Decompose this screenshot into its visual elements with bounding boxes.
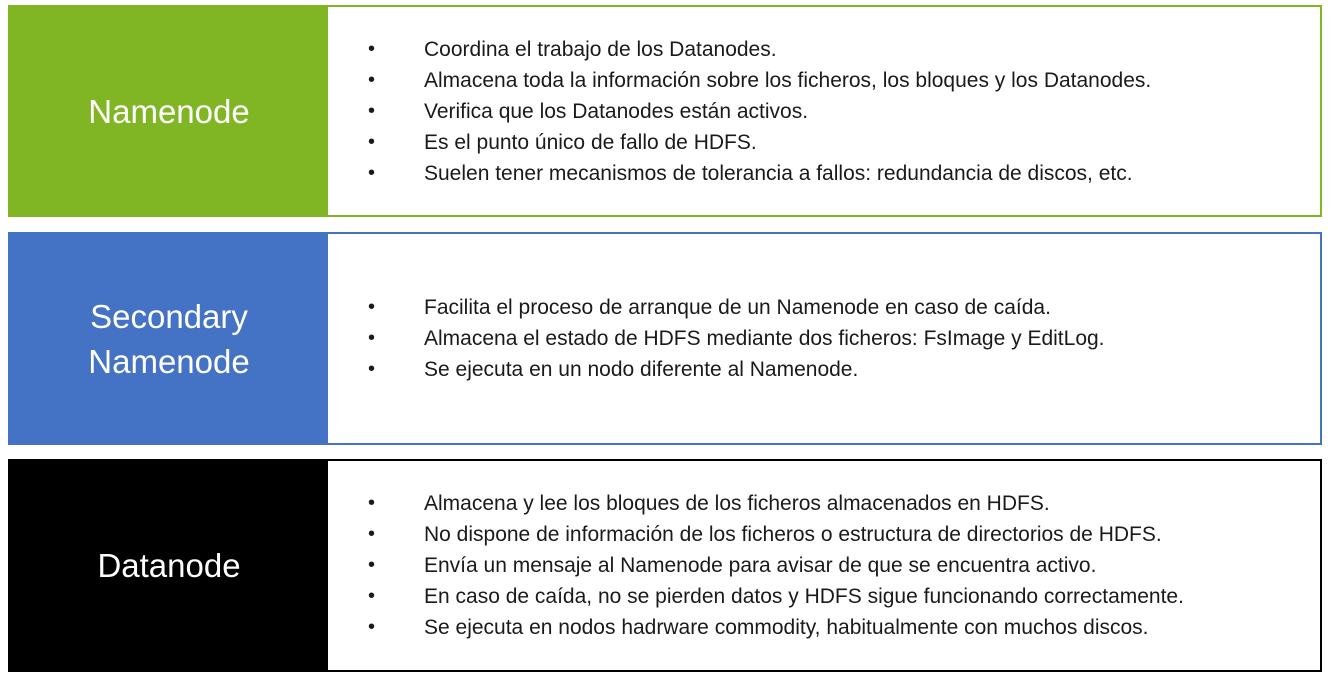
datanode-row [8, 459, 1322, 672]
namenode-description [328, 7, 1320, 215]
bullet-item: • Envía un mensaje al Namenode para avisar de que se encuentra activo. [356, 550, 1184, 581]
secondary-namenode-bullet-list [356, 292, 1105, 385]
datanode-bullet-list [356, 488, 1184, 643]
datanode-description [328, 461, 1320, 670]
namenode-bullet-list [356, 34, 1151, 189]
bullet-item: • Coordina el trabajo de los Datanodes. [356, 34, 1151, 65]
secondary-namenode-row [8, 232, 1322, 445]
namenode-row [8, 5, 1322, 217]
bullet-item: • Almacena toda la información sobre los ficheros, los bloques y los Datanodes. [356, 65, 1151, 96]
bullet-item: • Verifica que los Datanodes están activos. [356, 96, 1151, 127]
bullet-item: • Se ejecuta en un nodo diferente al Namenode. [356, 354, 1105, 385]
bullet-item: • No dispone de información de los ficheros o estructura de directorios de HDFS. [356, 519, 1184, 550]
secondary-namenode-label: Secondary Namenode [10, 234, 328, 443]
bullet-item: • Se ejecuta en nodos hadrware commodity, habitualmente con muchos discos. [356, 612, 1184, 643]
bullet-item: • Almacena y lee los bloques de los ficheros almacenados en HDFS. [356, 488, 1184, 519]
namenode-label: Namenode [10, 7, 328, 215]
datanode-label: Datanode [10, 461, 328, 670]
secondary-namenode-description [328, 234, 1320, 443]
bullet-item: • Suelen tener mecanismos de tolerancia a fallos: redundancia de discos, etc. [356, 158, 1151, 189]
bullet-item: • Es el punto único de fallo de HDFS. [356, 127, 1151, 158]
bullet-item: • Facilita el proceso de arranque de un Namenode en caso de caída. [356, 292, 1105, 323]
bullet-item: • En caso de caída, no se pierden datos y HDFS sigue funcionando correctamente. [356, 581, 1184, 612]
bullet-item: • Almacena el estado de HDFS mediante dos ficheros: FsImage y EditLog. [356, 323, 1105, 354]
